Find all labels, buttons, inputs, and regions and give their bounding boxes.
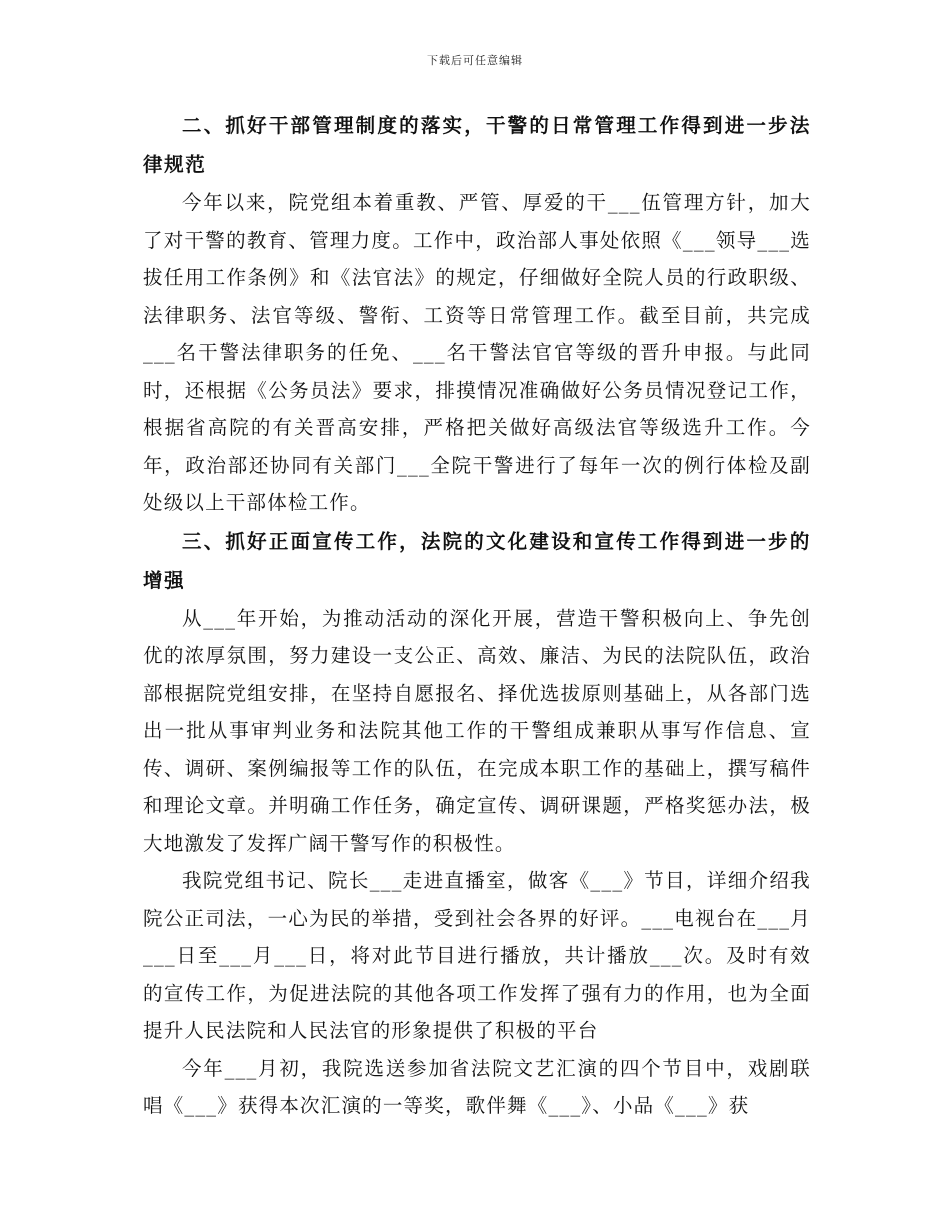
document-body <box>143 106 811 1125</box>
section-heading: 二、抓好干部管理制度的落实，干警的日常管理工作得到进一步法律规范 <box>143 114 811 176</box>
paragraph: 我院党组书记、院长___走进直播室，做客《___》节目，详细介绍我院公正司法，一心为民的举措，受到社会各界的好评。___电视台在___月___日至___月___日，将对此节目进行播放，共计播放___次。及时有效的宣传工作，为促进法院的其他各项工作发挥了强有力的作用，也为全面提升人民法院和人民法官的形象提供了积极的平台 <box>143 869 811 1042</box>
paragraph: 今年___月初，我院选送参加省法院文艺汇演的四个节目中，戏剧联唱《___》获得本次汇演的一等奖，歌伴舞《___》、小品《___》获 <box>143 1056 811 1117</box>
section-heading: 三、抓好正面宣传工作，法院的文化建设和宣传工作得到进一步的增强 <box>143 529 811 592</box>
paragraph: 今年以来，院党组本着重教、严管、厚爱的干___伍管理方针，加大了对干警的教育、管理力度。工作中，政治部人事处依照《___领导___选拔任用工作条例》和《法官法》的规定，仔细做好全院人员的行政职级、法律职务、法官等级、警衔、工资等日常管理工作。截至目前，共完成___名干警法律职务的任免、___名干警法官官等级的晋升申报。与此同时，还根据《公务员法》要求，排摸情况准确做好公务员情况登记工作，根据省高院的有关晋高安排，严格把关做好高级法官等级选升工作。今年，政治部还协同有关部门___全院干警进行了每年一次的例行体检及副处级以上干部体检工作。 <box>143 191 811 514</box>
paragraph: 从___年开始，为推动活动的深化开展，营造干警积极向上、争先创优的浓厚氛围，努力建设一支公正、高效、廉洁、为民的法院队伍，政治部根据院党组安排，在坚持自愿报名、择优选拔原则基础上，从各部门选出一批从事审判业务和法院其他工作的干警组成兼职从事写作信息、宣传、调研、案例编报等工作的队伍，在完成本职工作的基础上，撰写稿件和理论文章。并明确工作任务，确定宣传、调研课题，严格奖惩办法，极大地激发了发挥广阔干警写作的积极性。 <box>143 606 811 855</box>
section-2 <box>143 106 811 522</box>
section-3 <box>143 522 811 1125</box>
page-header-note: 下载后可任意编辑 <box>427 54 523 67</box>
